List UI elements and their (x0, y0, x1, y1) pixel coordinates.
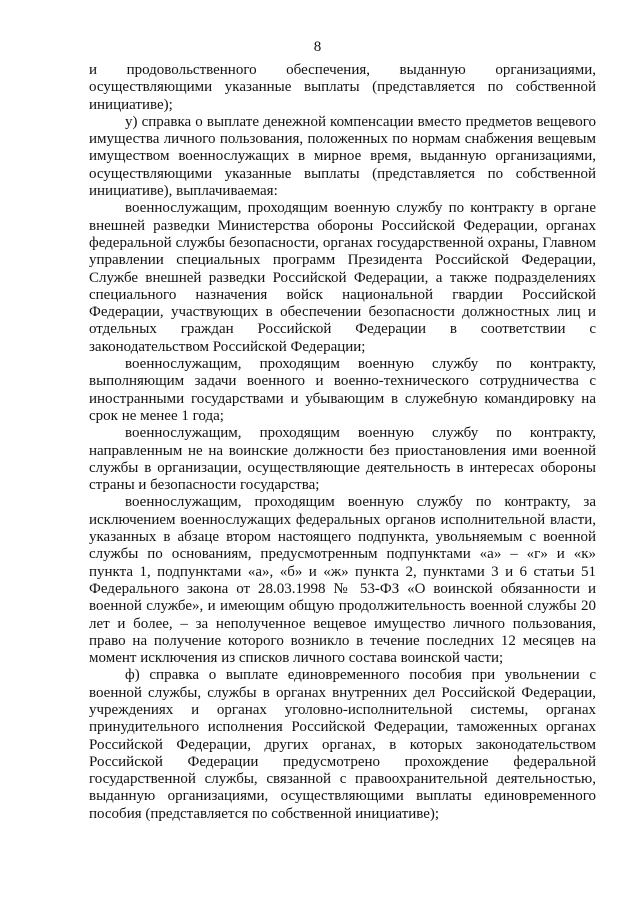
paragraph-subclause-seconded-service: военнослужащим, проходящим военную службу по контракту, направленным не на воинские должности без приостановления ими военной службы в организации, осуществляющие деятельность в интересах обороны страны и безопасности государства; (89, 425, 596, 494)
paragraph-subclause-military-cooperation: военнослужащим, проходящим военную службу по контракту, выполняющим задачи военного и военно-технического сотрудничества с иностранными государствами и убывающим в служебную командировку на срок не менее 1 года; (89, 356, 596, 424)
paragraph-item-u: у) справка о выплате денежной компенсации вместо предметов вещевого имущества личного пользования, положенных по нормам снабжения вещевым имуществом военнослужащих в мирное время, выданную организациями, осуществляющими указанные выплаты (представляется по собственной инициативе), выплачиваемая: (89, 113, 596, 200)
page-number: 8 (313, 39, 322, 55)
paragraph-subclause-discharged-servicemen: военнослужащим, проходящим военную службу по контракту, за исключением военнослужащих федеральных органов исполнительной власти, указанных в абзаце втором настоящего подпункта, увольняемым с военной службы по основаниям, предусмотренным подпунктами «а» – «г» и «к» пункта 1, подпунктами «а», «б» и «ж» пункта 2, пунктами 3 и 6 статьи 51 Федерального закона от 28.03.1998 № 53-ФЗ «О воинской обязанности и военной службе», и имеющим общую продолжительность военной службы 20 лет и более, – за неполученное вещевое имущество личного пользования, право на получение которого возникло в течение последних 12 месяцев на момент исключения из списков личного состава воинской части; (89, 494, 596, 667)
paragraph-item-f: ф) справка о выплате единовременного пособия при увольнении с военной службы, службы в органах внутренних дел Российской Федерации, учреждениях и органах уголовно-исполнительной системы, органах принудительного исполнения Российской Федерации, таможенных органах Российской Федерации, других органах, в которых законодательством Российской Федерации предусмотрено прохождение федеральной государственной службы, связанной с правоохранительной деятельностью, выданную организациями, осуществляющими выплаты единовременного пособия (представляется по собственной инициативе); (89, 667, 596, 822)
document-body (89, 62, 596, 823)
paragraph-continuation: и продовольственного обеспечения, выданную организациями, осуществляющими указанные выплаты (представляется по собственной инициативе); (89, 62, 596, 113)
paragraph-subclause-foreign-intelligence: военнослужащим, проходящим военную службу по контракту в органе внешней разведки Министерства обороны Российской Федерации, органах федеральной службы безопасности, органах государственной охраны, Главном управлении специальных программ Президента Российской Федерации, Службе внешней разведки Российской Федерации, а также подразделениях специального назначения войск национальной гвардии Российской Федерации, участвующих в обеспечении безопасности должностных лиц и отдельных граждан Российской Федерации в соответствии с законодательством Российской Федерации; (89, 200, 596, 355)
